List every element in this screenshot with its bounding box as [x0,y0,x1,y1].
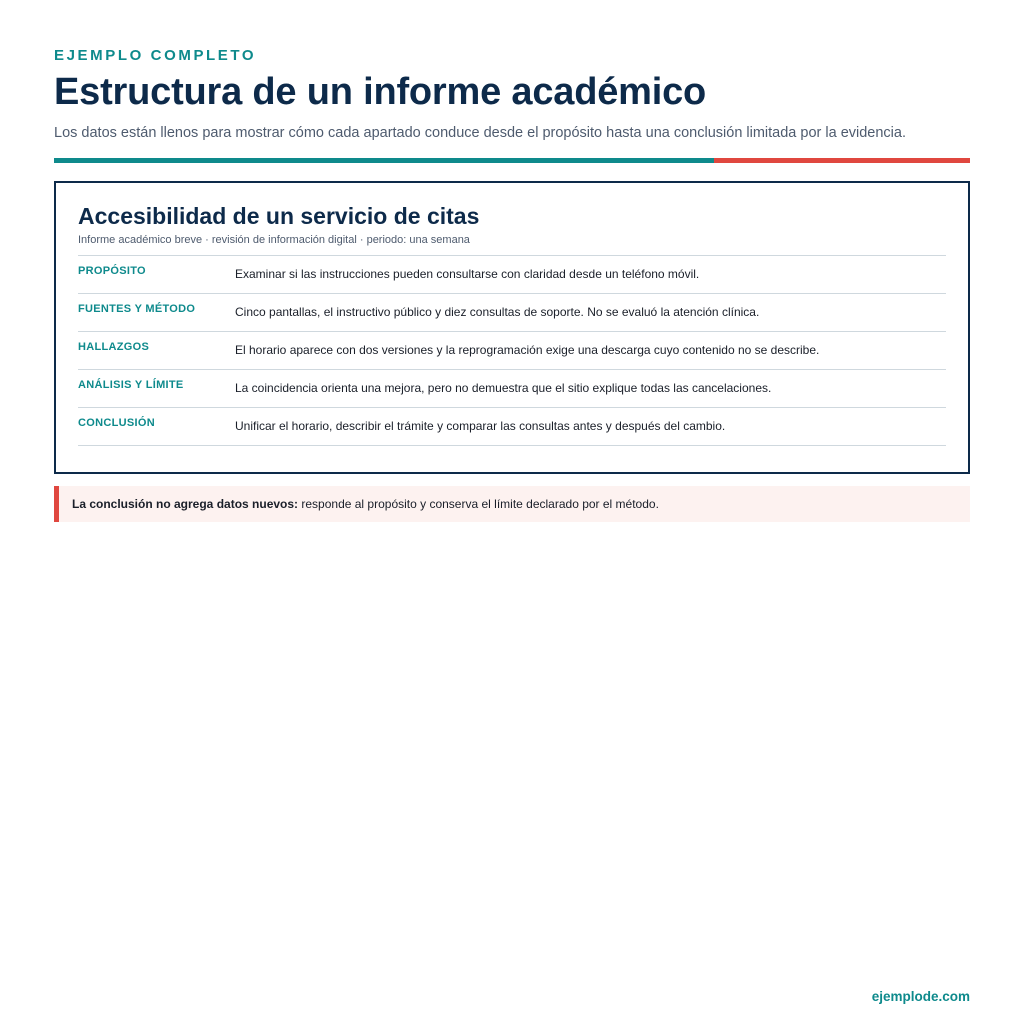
conclusion-note [54,486,970,522]
section-label: FUENTES Y MÉTODO [78,303,196,315]
section-label: PROPÓSITO [78,265,146,277]
section-row-proposito [78,256,946,294]
eyebrow-label: EJEMPLO COMPLETO [54,47,257,64]
header-divider [54,158,970,163]
section-label: CONCLUSIÓN [78,417,155,429]
section-row-hallazgos [78,332,946,370]
page-title: Estructura de un informe académico [54,71,707,113]
footer-brand-link[interactable]: ejemplode.com [871,989,970,1004]
note-emphasis: La conclusión no agrega datos nuevos: [72,497,299,511]
section-text: Unificar el horario, describir el trámite y comparar las consultas antes y después del cambio. [235,419,726,433]
section-text: Examinar si las instrucciones pueden consultarse con claridad desde un teléfono móvil. [235,267,700,281]
section-row-conclusion [78,408,946,446]
note-body: responde al propósito y conserva el límite declarado por el método. [298,497,659,511]
section-row-analisis-limite [78,370,946,408]
section-label: HALLAZGOS [78,341,150,353]
section-row-fuentes-metodo [78,294,946,332]
section-text: El horario aparece con dos versiones y la reprogramación exige una descarga cuyo contenido no se describe. [235,343,820,357]
section-text: La coincidencia orienta una mejora, pero no demuestra que el sitio explique todas las cancelaciones. [235,381,772,395]
report-sections [78,255,946,446]
page-subtitle: Los datos están llenos para mostrar cómo cada apartado conduce desde el propósito hasta una conclusión limitada por la evidencia. [54,125,906,141]
note-text [72,497,659,511]
divider-red-segment [714,158,970,163]
report-card [54,181,970,474]
section-text: Cinco pantallas, el instructivo público y diez consultas de soporte. No se evaluó la atención clínica. [235,305,760,319]
divider-teal-segment [54,158,714,163]
section-label: ANÁLISIS Y LÍMITE [78,379,184,391]
report-title: Accesibilidad de un servicio de citas [78,203,480,229]
report-meta: Informe académico breve · revisión de información digital · periodo: una semana [78,234,470,246]
